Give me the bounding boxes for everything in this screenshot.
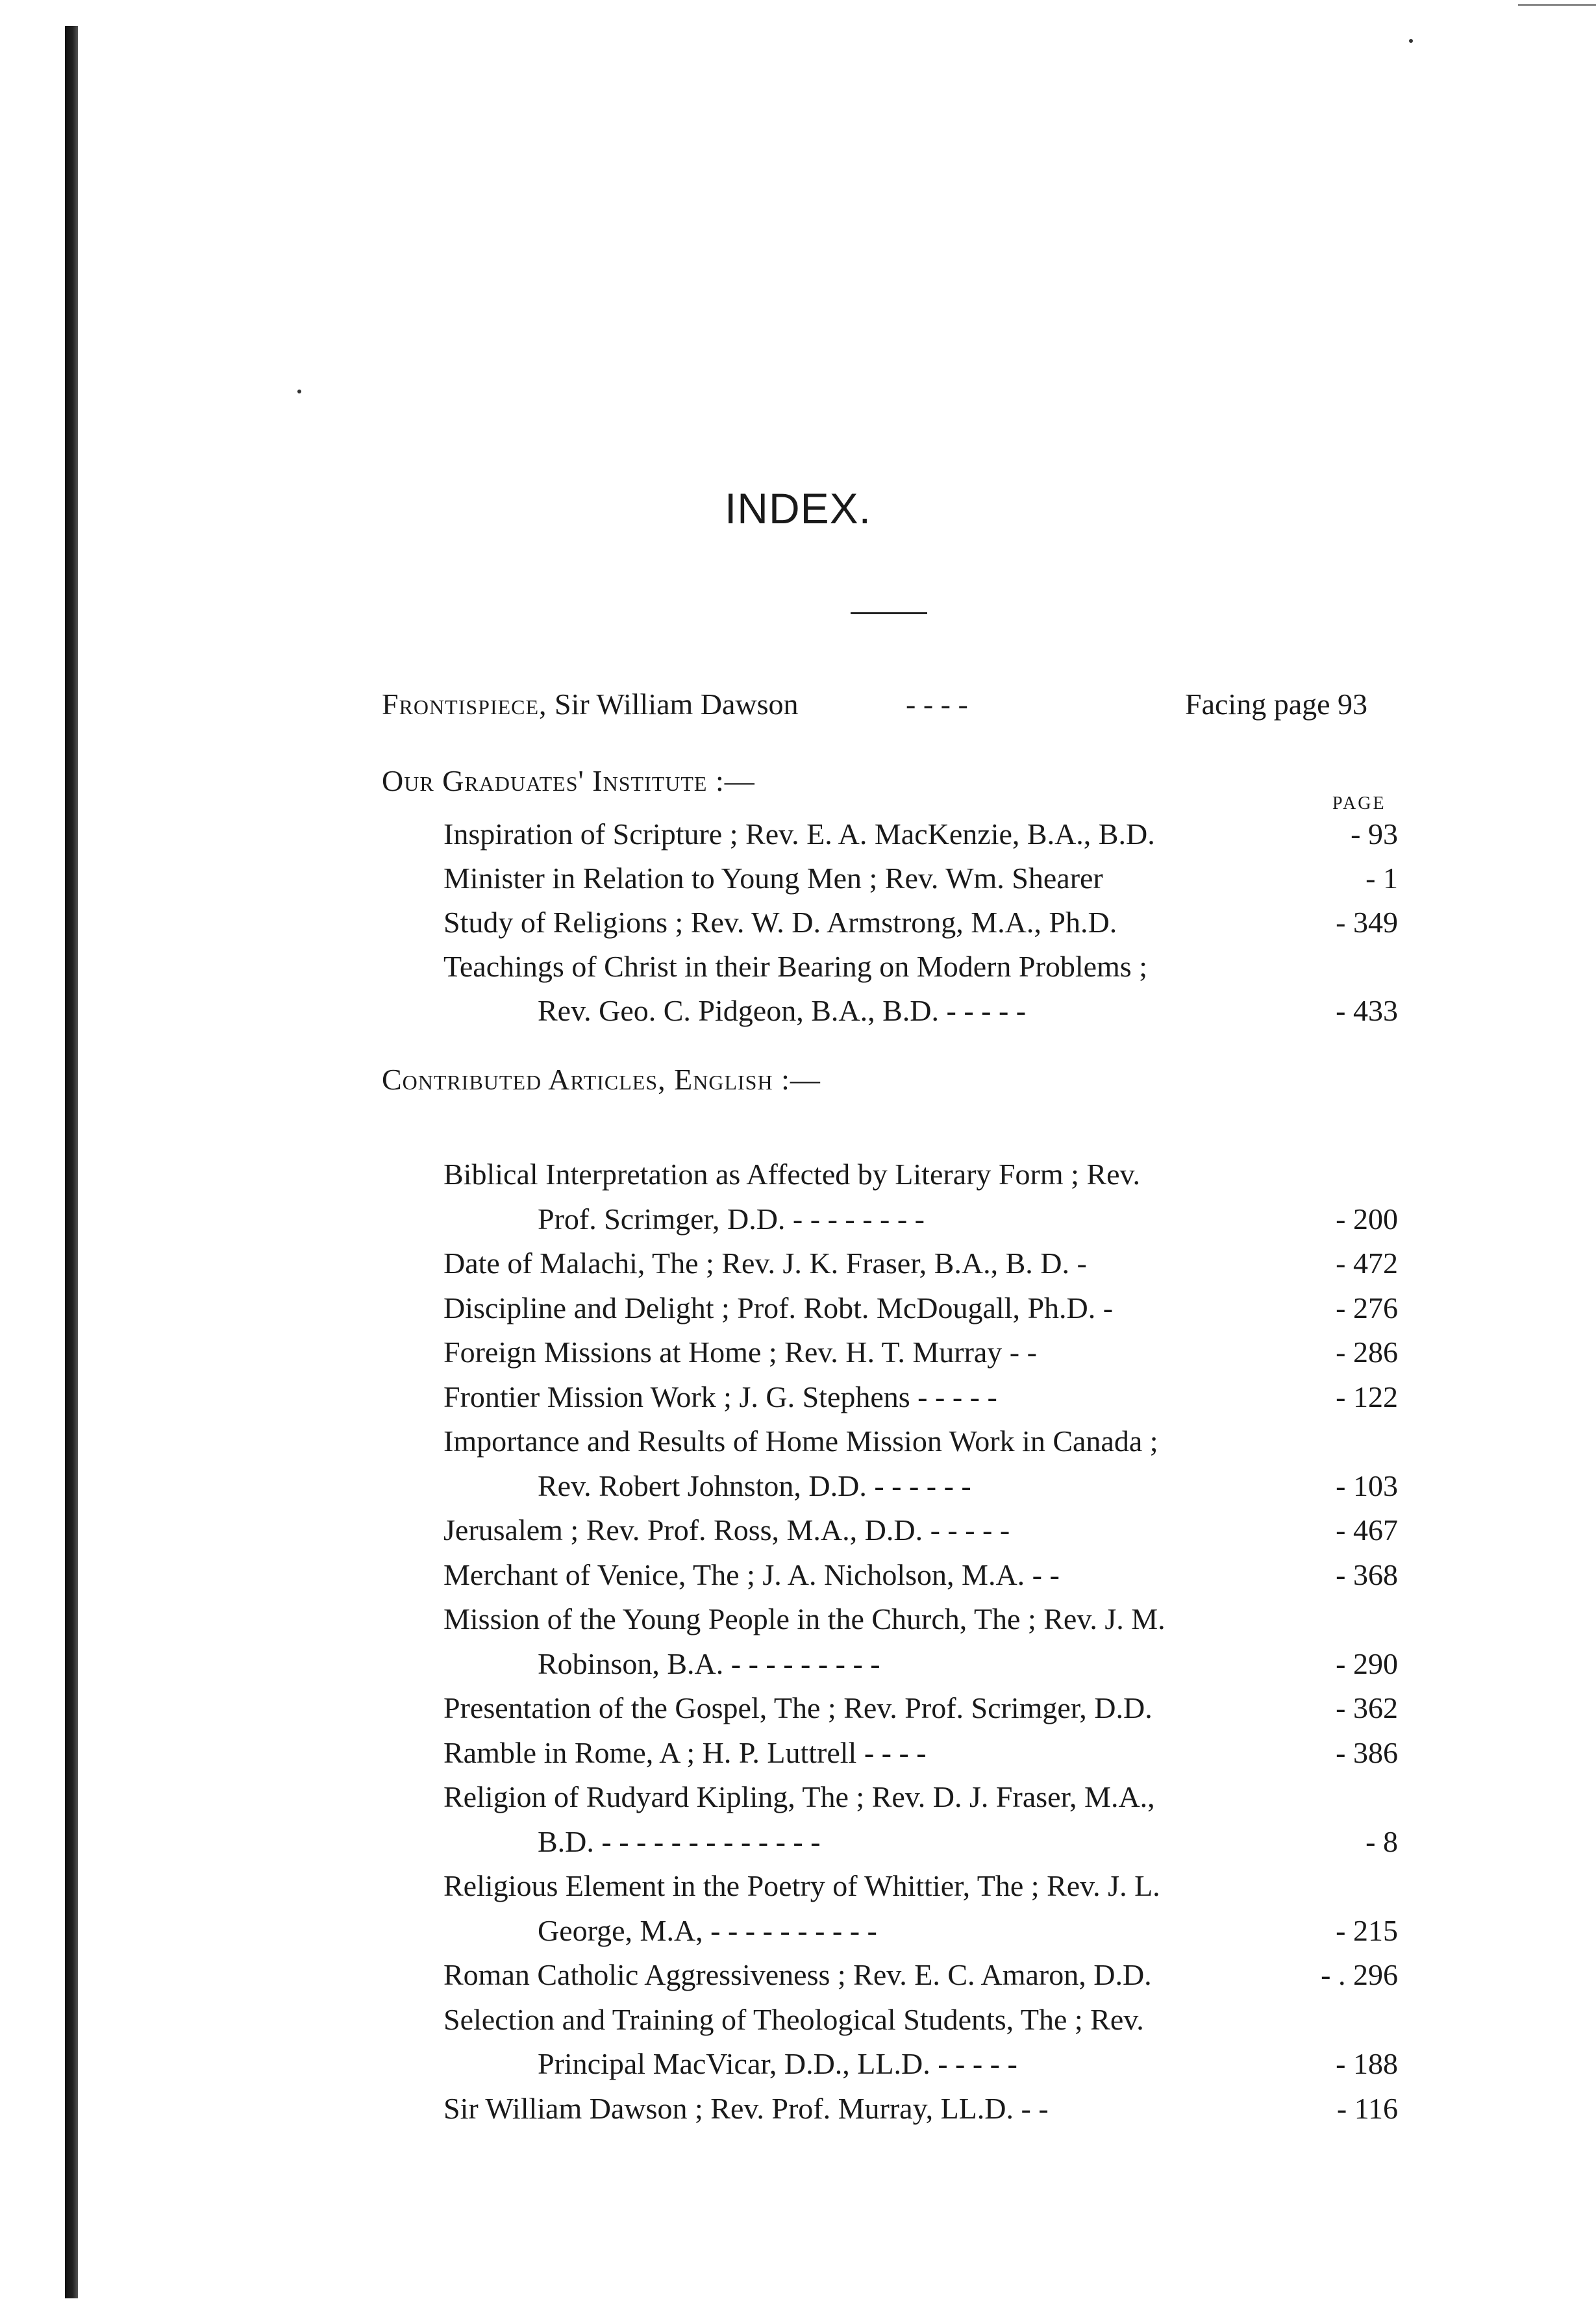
entry-title: Roman Catholic Aggressiveness ; Rev. E. C. Amaron, D.D. (443, 1958, 1152, 1991)
entry-continuation: Rev. Robert Johnston, D.D. - - - - - - (538, 1469, 971, 1502)
entry-page-number: - 362 (1336, 1691, 1398, 1724)
entry-page-number: - 200 (1336, 1202, 1398, 1236)
index-entry (443, 2002, 1398, 2094)
frontispiece-row (382, 690, 799, 719)
index-entry (443, 1604, 1398, 1693)
index-entry (443, 2091, 1398, 2139)
entry-page-number: - 467 (1336, 1513, 1398, 1547)
section-heading-graduates: Our Graduates' Institute :— (382, 764, 755, 797)
entry-continuation: George, M.A, - - - - - - - - - - (538, 1913, 877, 1947)
index-entry (443, 1160, 1398, 1249)
entry-page-number: - 276 (1336, 1291, 1398, 1324)
page-binding-edge (65, 26, 78, 2298)
entry-page-number: - . 296 (1321, 1958, 1398, 1991)
scan-speck (297, 390, 301, 393)
index-entry (443, 1560, 1398, 1605)
entry-title: Sir William Dawson ; Rev. Prof. Murray, LL.D. - - (443, 2091, 1049, 2125)
entry-continuation: Robinson, B.A. - - - - - - - - - (538, 1647, 880, 1680)
entry-title: Teachings of Christ in their Bearing on Modern Problems ; (443, 950, 1147, 983)
entry-title: Jerusalem ; Rev. Prof. Ross, M.A., D.D. - - - - - (443, 1513, 1010, 1547)
entry-title: Religious Element in the Poetry of Whittier, The ; Rev. J. L. (443, 1869, 1160, 1902)
entry-title: Study of Religions ; Rev. W. D. Armstrong, M.A., Ph.D. (443, 906, 1117, 939)
entry-continuation: B.D. - - - - - - - - - - - - - (538, 1824, 821, 1858)
entry-page-number: - 188 (1336, 2047, 1398, 2080)
entry-title: Religion of Rudyard Kipling, The ; Rev. D. J. Fraser, M.A., (443, 1780, 1155, 1813)
entry-page-number: - 8 (1365, 1824, 1398, 1858)
frontispiece-label: Frontispiece, (382, 688, 547, 721)
index-entry (443, 952, 1398, 1040)
entry-page-number: - 122 (1336, 1380, 1398, 1413)
entry-title: Mission of the Young People in the Church, The ; Rev. J. M. (443, 1602, 1166, 1635)
index-entry (443, 1515, 1398, 1560)
entry-title: Importance and Results of Home Mission Work in Canada ; (443, 1424, 1158, 1458)
index-entry (443, 1382, 1398, 1427)
entry-page-number: - 286 (1336, 1336, 1398, 1369)
page-title: INDEX. (724, 484, 872, 532)
entry-page-number: - 215 (1336, 1913, 1398, 1947)
entry-title: Inspiration of Scripture ; Rev. E. A. MacKenzie, B.A., B.D. (443, 817, 1155, 851)
frontispiece-subject: Sir William Dawson (555, 688, 799, 721)
index-entry (443, 1337, 1398, 1382)
entry-continuation: Rev. Geo. C. Pidgeon, B.A., B.D. - - - - - (538, 994, 1027, 1027)
scan-corner-mark (1518, 0, 1596, 6)
index-entry (443, 1693, 1398, 1738)
entry-page-number: - 349 (1336, 906, 1398, 939)
index-entry (443, 1735, 1398, 1783)
entry-page-number: - 103 (1336, 1469, 1398, 1502)
entry-page-number: - 1 (1365, 862, 1398, 895)
entry-title: Selection and Training of Theological Students, The ; Rev. (443, 2002, 1144, 2036)
index-entry (443, 1249, 1398, 1293)
title-rule (851, 612, 927, 614)
entry-title: Minister in Relation to Young Men ; Rev. Wm. Shearer (443, 862, 1103, 895)
index-entry (443, 1871, 1398, 1960)
index-entry (443, 1293, 1398, 1338)
entry-page-number: - 386 (1336, 1735, 1398, 1769)
index-entry (443, 1782, 1398, 1871)
index-entry (443, 908, 1398, 952)
entry-title: Foreign Missions at Home ; Rev. H. T. Murray - - (443, 1336, 1037, 1369)
section-heading-contributed: Contributed Articles, English :— (382, 1063, 821, 1096)
entry-page-number: - 116 (1336, 2091, 1398, 2125)
entry-title: Discipline and Delight ; Prof. Robt. McDougall, Ph.D. - (443, 1291, 1114, 1324)
scan-speck (1409, 39, 1413, 43)
index-entry (443, 819, 1398, 864)
index-entry (443, 864, 1398, 908)
entry-page-number: - 433 (1336, 994, 1398, 1027)
frontispiece-facing: Facing page 93 (1185, 688, 1368, 721)
entry-continuation: Prof. Scrimger, D.D. - - - - - - - - (538, 1202, 925, 1236)
entry-title: Date of Malachi, The ; Rev. J. K. Fraser, B.A., B. D. - (443, 1247, 1087, 1280)
page-column-header: PAGE (1332, 793, 1386, 814)
entry-title: Ramble in Rome, A ; H. P. Luttrell - - - - (443, 1735, 927, 1769)
index-entry (443, 1960, 1398, 2005)
index-entry (443, 1426, 1398, 1515)
entry-continuation: Principal MacVicar, D.D., LL.D. - - - - - (538, 2047, 1017, 2080)
entry-title: Biblical Interpretation as Affected by Literary Form ; Rev. (443, 1158, 1141, 1191)
entry-page-number: - 93 (1351, 817, 1398, 851)
entry-title: Merchant of Venice, The ; J. A. Nicholson, M.A. - - (443, 1558, 1060, 1591)
entry-title: Presentation of the Gospel, The ; Rev. Prof. Scrimger, D.D. (443, 1691, 1153, 1724)
entry-title: Frontier Mission Work ; J. G. Stephens - - - - - (443, 1380, 997, 1413)
frontispiece-dashes: - - - - (906, 688, 968, 721)
entry-page-number: - 368 (1336, 1558, 1398, 1591)
entry-page-number: - 472 (1336, 1247, 1398, 1280)
entry-page-number: - 290 (1336, 1647, 1398, 1680)
